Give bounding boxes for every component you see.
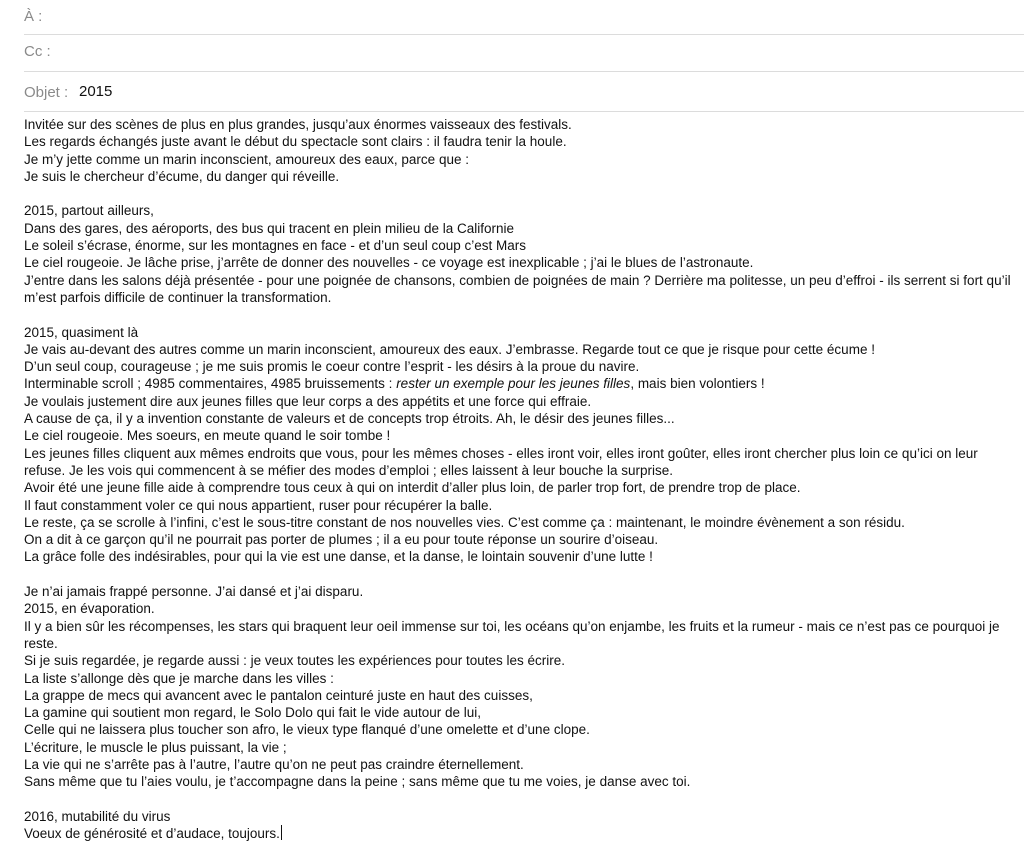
body-line: Je m’y jette comme un marin inconscient, amoureux des eaux, parce que : <box>24 151 469 167</box>
body-line: Le reste, ça se scrolle à l’infini, c’est le sous-titre constant de nos nouvelles vies. C’est comme ça : maintenant, le moindre évènement a son résidu. <box>24 514 905 530</box>
to-label: À : <box>24 8 43 25</box>
body-line <box>24 185 1019 202</box>
body-line: Sans même que tu l’aies voulu, je t’accompagne dans la peine ; sans même que tu me voies, je danse avec toi. <box>24 774 691 790</box>
body-line <box>24 791 1019 808</box>
body-line: La vie qui ne s’arrête pas à l’autre, l’autre qu’on ne peut pas craindre éternellement. <box>24 756 524 772</box>
body-line: Le soleil s’écrase, énorme, sur les montagnes en face - et d’un seul coup c’est Mars <box>24 238 526 254</box>
body-line: 2015, quasiment là <box>24 324 139 340</box>
header-subject-row[interactable] <box>24 72 1024 112</box>
subject-field[interactable]: 2015 <box>79 83 113 100</box>
body-line: A cause de ça, il y a invention constante de valeurs et de concepts trop étroits. Ah, le désir des jeunes filles... <box>24 411 675 427</box>
body-line: La grappe de mecs qui avancent avec le pantalon ceinturé juste en haut des cuisses, <box>24 687 533 703</box>
body-line: Celle qui ne laissera plus toucher son afro, le vieux type flanqué d’une omelette et d’une clope. <box>24 722 590 738</box>
body-line-last <box>24 825 1019 842</box>
message-body[interactable] <box>24 116 1019 842</box>
body-line: Je suis le chercheur d’écume, du danger qui réveille. <box>24 168 340 184</box>
body-line: La grâce folle des indésirables, pour qui la vie est une danse, et la danse, le lointain souvenir d’une lutte ! <box>24 549 653 565</box>
body-line: D’un seul coup, courageuse ; je me suis promis le coeur contre l’esprit - les désirs à la proue du navire. <box>24 359 640 375</box>
body-line: Je n’ai jamais frappé personne. J’ai dansé et j’ai disparu. <box>24 584 364 600</box>
scroll-text: Interminable scroll ; 4985 commentaires, 4985 bruissements : <box>24 376 397 392</box>
body-line: Les regards échangés juste avant le début du spectacle sont clairs : il faudra tenir la houle. <box>24 134 567 150</box>
body-line: L’écriture, le muscle le plus puissant, la vie ; <box>24 739 287 755</box>
header-to-row[interactable] <box>24 0 1024 35</box>
body-line <box>24 566 1019 583</box>
body-line: 2015, en évaporation. <box>24 601 155 617</box>
body-line: Il faut constamment voler ce qui nous appartient, ruser pour récupérer la balle. <box>24 497 493 513</box>
body-line: Si je suis regardée, je regarde aussi : je veux toutes les expériences pour toutes les écrire. <box>24 653 566 669</box>
body-line: Il y a bien sûr les récompenses, les stars qui braquent leur oeil immense sur toi, les océans qu’on enjambe, les fruits et la rumeur - mais ce n’est pas ce pourquoi je reste. <box>24 618 1000 651</box>
body-line: Avoir été une jeune fille aide à comprendre tous ceux à qui on interdit d’aller plus loin, de parler trop fort, de prendre trop de place. <box>24 480 801 496</box>
body-line: J’entre dans les salons déjà présentée - pour une poignée de chansons, combien de poignées de main ? Derrière ma politesse, un peu d’effroi - ils serrent si fort qu’il m’est parfois difficile de continuer la transformation. <box>24 272 1011 305</box>
text-cursor <box>281 825 282 840</box>
scroll-italic-text: rester un exemple pour les jeunes filles <box>396 376 631 392</box>
body-line: Invitée sur des scènes de plus en plus grandes, jusqu’aux énormes vaisseaux des festivals. <box>24 117 572 132</box>
body-line: Le ciel rougeoie. Mes soeurs, en meute quand le soir tombe ! <box>24 428 391 444</box>
header-cc-row[interactable] <box>24 35 1024 72</box>
body-line-scroll <box>24 375 1019 392</box>
body-line: Je voulais justement dire aux jeunes filles que leur corps a des appétits et une force qui effraie. <box>24 393 592 409</box>
body-line: Le ciel rougeoie. Je lâche prise, j’arrête de donner des nouvelles - ce voyage est inexplicable ; j’ai le blues de l’astronaute. <box>24 255 754 271</box>
body-line: Les jeunes filles cliquent aux mêmes endroits que vous, pour les mêmes choses - elles iront voir, elles iront goûter, elles iront chercher plus loin ce qu’ici on leur refuse. Je les vois qui commencent à se méfier des modes d’emploi ; elles laissent à leur bouche la surprise. <box>24 445 978 478</box>
cc-label: Cc : <box>24 43 51 60</box>
body-line: 2015, partout ailleurs, <box>24 203 154 219</box>
body-line: 2016, mutabilité du virus <box>24 808 171 824</box>
body-line: La gamine qui soutient mon regard, le Solo Dolo qui fait le vide autour de lui, <box>24 705 482 721</box>
body-line: La liste s’allonge dès que je marche dans les villes : <box>24 670 334 686</box>
last-line-text: Voeux de générosité et d’audace, toujours. <box>24 826 280 842</box>
scroll-tail-text: , mais bien volontiers ! <box>630 376 765 392</box>
body-line: On a dit à ce garçon qu’il ne pourrait pas porter de plumes ; il a eu pour toute réponse un sourire d’oiseau. <box>24 532 659 548</box>
subject-label: Objet : <box>24 84 69 101</box>
body-line <box>24 306 1019 323</box>
body-line: Je vais au-devant des autres comme un marin inconscient, amoureux des eaux. J’embrasse. Regarde tout ce que je risque pour cette écume ! <box>24 341 875 357</box>
body-line: Dans des gares, des aéroports, des bus qui tracent en plein milieu de la Californie <box>24 220 515 236</box>
